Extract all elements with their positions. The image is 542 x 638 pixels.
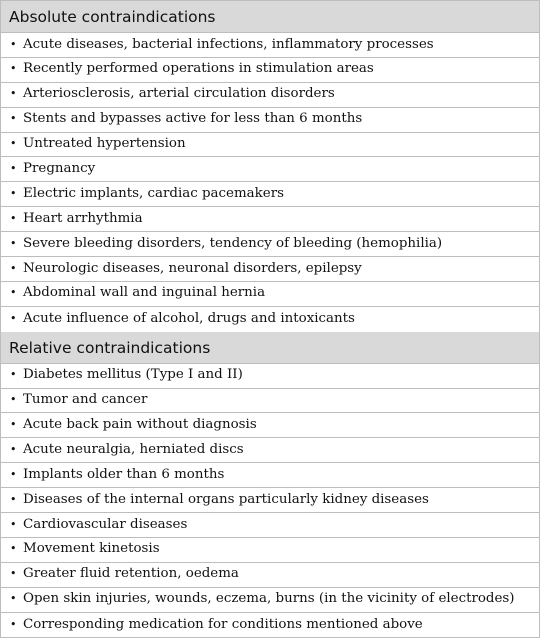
bullet-icon: • xyxy=(10,542,17,556)
list-item-text: Greater fluid retention, oedema xyxy=(23,566,239,582)
list-item xyxy=(1,108,539,133)
list-item xyxy=(1,282,539,307)
list-item-text: Implants older than 6 months xyxy=(23,466,225,482)
list-item-text: Untreated hypertension xyxy=(23,136,186,152)
list-item xyxy=(1,463,539,488)
bullet-icon: • xyxy=(10,137,17,151)
bullet-icon: • xyxy=(10,62,17,76)
bullet-icon: • xyxy=(10,186,17,200)
list-item-text: Acute diseases, bacterial infections, inflammatory processes xyxy=(23,36,434,52)
bullet-icon: • xyxy=(10,87,17,101)
bullet-icon: • xyxy=(10,161,17,175)
list-item-text: Movement kinetosis xyxy=(23,541,160,557)
list-item-text: Pregnancy xyxy=(23,160,96,176)
list-item-text: Recently performed operations in stimulation areas xyxy=(23,61,374,77)
section-header: Relative contraindications xyxy=(1,332,539,364)
list-item xyxy=(1,413,539,438)
list-item-text: Neurologic diseases, neuronal disorders, epilepsy xyxy=(23,260,362,276)
bullet-icon: • xyxy=(10,617,17,631)
list-item xyxy=(1,133,539,158)
list-item-text: Cardiovascular diseases xyxy=(23,516,188,532)
list-item-text: Acute back pain without diagnosis xyxy=(23,416,257,432)
bullet-icon: • xyxy=(10,467,17,481)
list-item-text: Acute influence of alcohol, drugs and intoxicants xyxy=(23,310,355,326)
list-item-text: Diseases of the internal organs particularly kidney diseases xyxy=(23,491,429,507)
list-item-text: Electric implants, cardiac pacemakers xyxy=(23,185,284,201)
list-item-text: Tumor and cancer xyxy=(23,392,148,408)
list-item xyxy=(1,438,539,463)
list-item-text: Abdominal wall and inguinal hernia xyxy=(23,285,266,301)
bullet-icon: • xyxy=(10,286,17,300)
list-item-text: Arteriosclerosis, arterial circulation disorders xyxy=(23,86,335,102)
list-item xyxy=(1,364,539,389)
bullet-icon: • xyxy=(10,492,17,506)
bullet-icon: • xyxy=(10,261,17,275)
bullet-icon: • xyxy=(10,567,17,581)
list-item-text: Heart arrhythmia xyxy=(23,210,143,226)
bullet-icon: • xyxy=(10,112,17,126)
bullet-icon: • xyxy=(10,211,17,225)
list-item xyxy=(1,307,539,332)
list-item-text: Open skin injuries, wounds, eczema, burns (in the vicinity of electrodes) xyxy=(23,591,515,607)
list-item-text: Diabetes mellitus (Type I and II) xyxy=(23,367,243,383)
list-item xyxy=(1,538,539,563)
list-item-text: Corresponding medication for conditions mentioned above xyxy=(23,616,423,632)
list-item xyxy=(1,257,539,282)
list-item xyxy=(1,613,539,638)
bullet-icon: • xyxy=(10,517,17,531)
list-item xyxy=(1,488,539,513)
bullet-icon: • xyxy=(10,592,17,606)
bullet-icon: • xyxy=(10,442,17,456)
list-item xyxy=(1,33,539,58)
section-header: Absolute contraindications xyxy=(1,1,539,33)
bullet-icon: • xyxy=(10,37,17,51)
list-item xyxy=(1,83,539,108)
bullet-icon: • xyxy=(10,311,17,325)
list-item-text: Acute neuralgia, herniated discs xyxy=(23,441,244,457)
section-list xyxy=(1,364,539,638)
list-item xyxy=(1,207,539,232)
section-list xyxy=(1,33,539,332)
list-item xyxy=(1,389,539,414)
bullet-icon: • xyxy=(10,393,17,407)
bullet-icon: • xyxy=(10,417,17,431)
list-item-text: Stents and bypasses active for less than 6 months xyxy=(23,111,363,127)
bullet-icon: • xyxy=(10,368,17,382)
list-item xyxy=(1,513,539,538)
list-item xyxy=(1,58,539,83)
list-item xyxy=(1,588,539,613)
list-item xyxy=(1,232,539,257)
bullet-icon: • xyxy=(10,236,17,250)
list-item xyxy=(1,182,539,207)
list-item-text: Severe bleeding disorders, tendency of bleeding (hemophilia) xyxy=(23,235,443,251)
list-item xyxy=(1,563,539,588)
list-item xyxy=(1,157,539,182)
